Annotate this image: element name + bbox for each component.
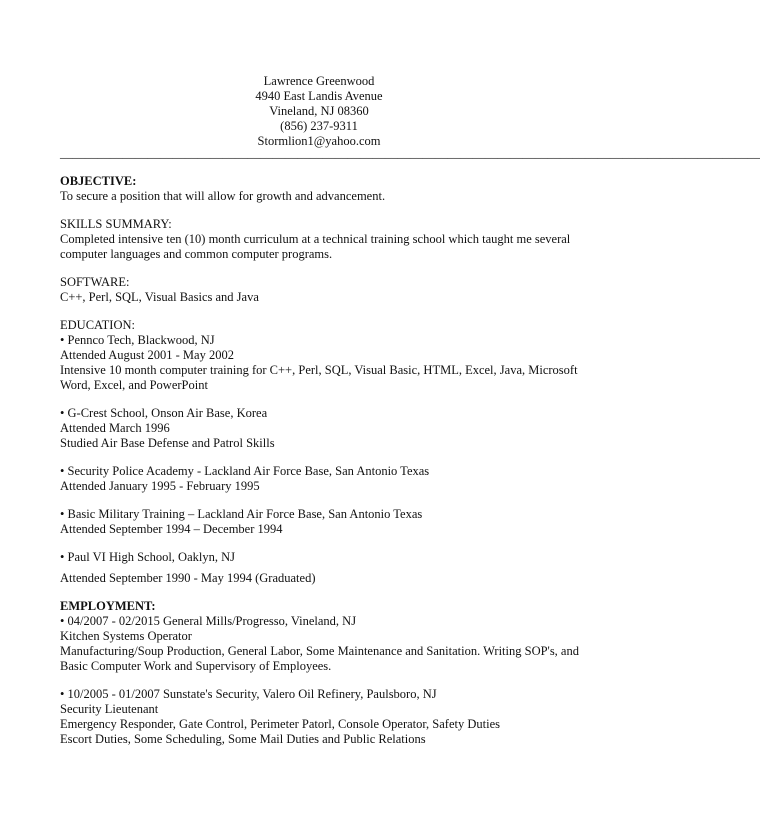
skills-text-line-1: Completed intensive ten (10) month curriculum at a technical training school which taught me several	[60, 232, 571, 246]
education-description-line-2: Word, Excel, and PowerPoint	[60, 378, 208, 392]
contact-phone: (856) 237-9311	[280, 119, 358, 133]
education-dates: Attended August 2001 - May 2002	[60, 348, 234, 362]
education-dates: Attended September 1994 – December 1994	[60, 522, 283, 536]
employment-description-line-2: Basic Computer Work and Supervisory of Employees.	[60, 659, 332, 673]
skills-section	[60, 217, 590, 262]
employment-title: Security Lieutenant	[60, 702, 159, 716]
employment-description-line-1: Manufacturing/Soup Production, General Labor, Some Maintenance and Sanitation. Writing SOP's, and	[60, 644, 579, 658]
education-description-line-1: Intensive 10 month computer training for C++, Perl, SQL, Visual Basic, HTML, Excel, Java, Microsoft	[60, 363, 578, 377]
software-heading: SOFTWARE:	[60, 275, 130, 289]
software-section	[60, 275, 590, 305]
education-school: • G-Crest School, Onson Air Base, Korea	[60, 406, 268, 420]
employment-entry-general-mills	[60, 614, 590, 674]
skills-text-line-2: computer languages and common computer programs.	[60, 247, 333, 261]
education-school: • Paul VI High School, Oaklyn, NJ	[60, 550, 235, 564]
contact-city: Vineland, NJ 08360	[269, 104, 369, 118]
contact-name: Lawrence Greenwood	[263, 74, 375, 88]
education-school: • Security Police Academy - Lackland Air Force Base, San Antonio Texas	[60, 464, 430, 478]
software-text: C++, Perl, SQL, Visual Basics and Java	[60, 290, 259, 304]
education-school: • Basic Military Training – Lackland Air Force Base, San Antonio Texas	[60, 507, 423, 521]
contact-email: Stormlion1@yahoo.com	[257, 134, 381, 148]
employment-header: • 04/2007 - 02/2015 General Mills/Progresso, Vineland, NJ	[60, 614, 357, 628]
employment-description-line-2: Escort Duties, Some Scheduling, Some Mail Duties and Public Relations	[60, 732, 426, 746]
education-dates: Attended March 1996	[60, 421, 170, 435]
education-entry-pennco	[60, 333, 590, 393]
education-entry-police-academy	[60, 464, 590, 494]
employment-entry-sunstate	[60, 687, 590, 747]
employment-section	[60, 599, 590, 747]
education-school: • Pennco Tech, Blackwood, NJ	[60, 333, 215, 347]
education-description: Studied Air Base Defense and Patrol Skills	[60, 436, 275, 450]
skills-heading: SKILLS SUMMARY:	[60, 217, 172, 231]
employment-title: Kitchen Systems Operator	[60, 629, 192, 643]
education-entry-gcrest	[60, 406, 590, 451]
header-separator: ________________________________________________________________________________________________________________	[60, 146, 760, 160]
contact-header	[0, 74, 638, 149]
education-section	[60, 318, 590, 586]
contact-address: 4940 East Landis Avenue	[255, 89, 383, 103]
education-dates: Attended January 1995 - February 1995	[60, 479, 260, 493]
employment-header: • 10/2005 - 01/2007 Sunstate's Security, Valero Oil Refinery, Paulsboro, NJ	[60, 687, 437, 701]
education-entry-basic-military	[60, 507, 590, 537]
education-entry-high-school	[60, 550, 590, 586]
employment-description-line-1: Emergency Responder, Gate Control, Perimeter Patorl, Console Operator, Safety Duties	[60, 717, 500, 731]
objective-heading: OBJECTIVE:	[60, 174, 137, 188]
objective-section	[60, 174, 590, 204]
objective-text: To secure a position that will allow for growth and advancement.	[60, 189, 386, 203]
education-dates: Attended September 1990 - May 1994 (Graduated)	[60, 571, 316, 585]
education-heading: EDUCATION:	[60, 318, 135, 332]
employment-heading: EMPLOYMENT:	[60, 599, 156, 613]
resume-body	[60, 174, 590, 747]
